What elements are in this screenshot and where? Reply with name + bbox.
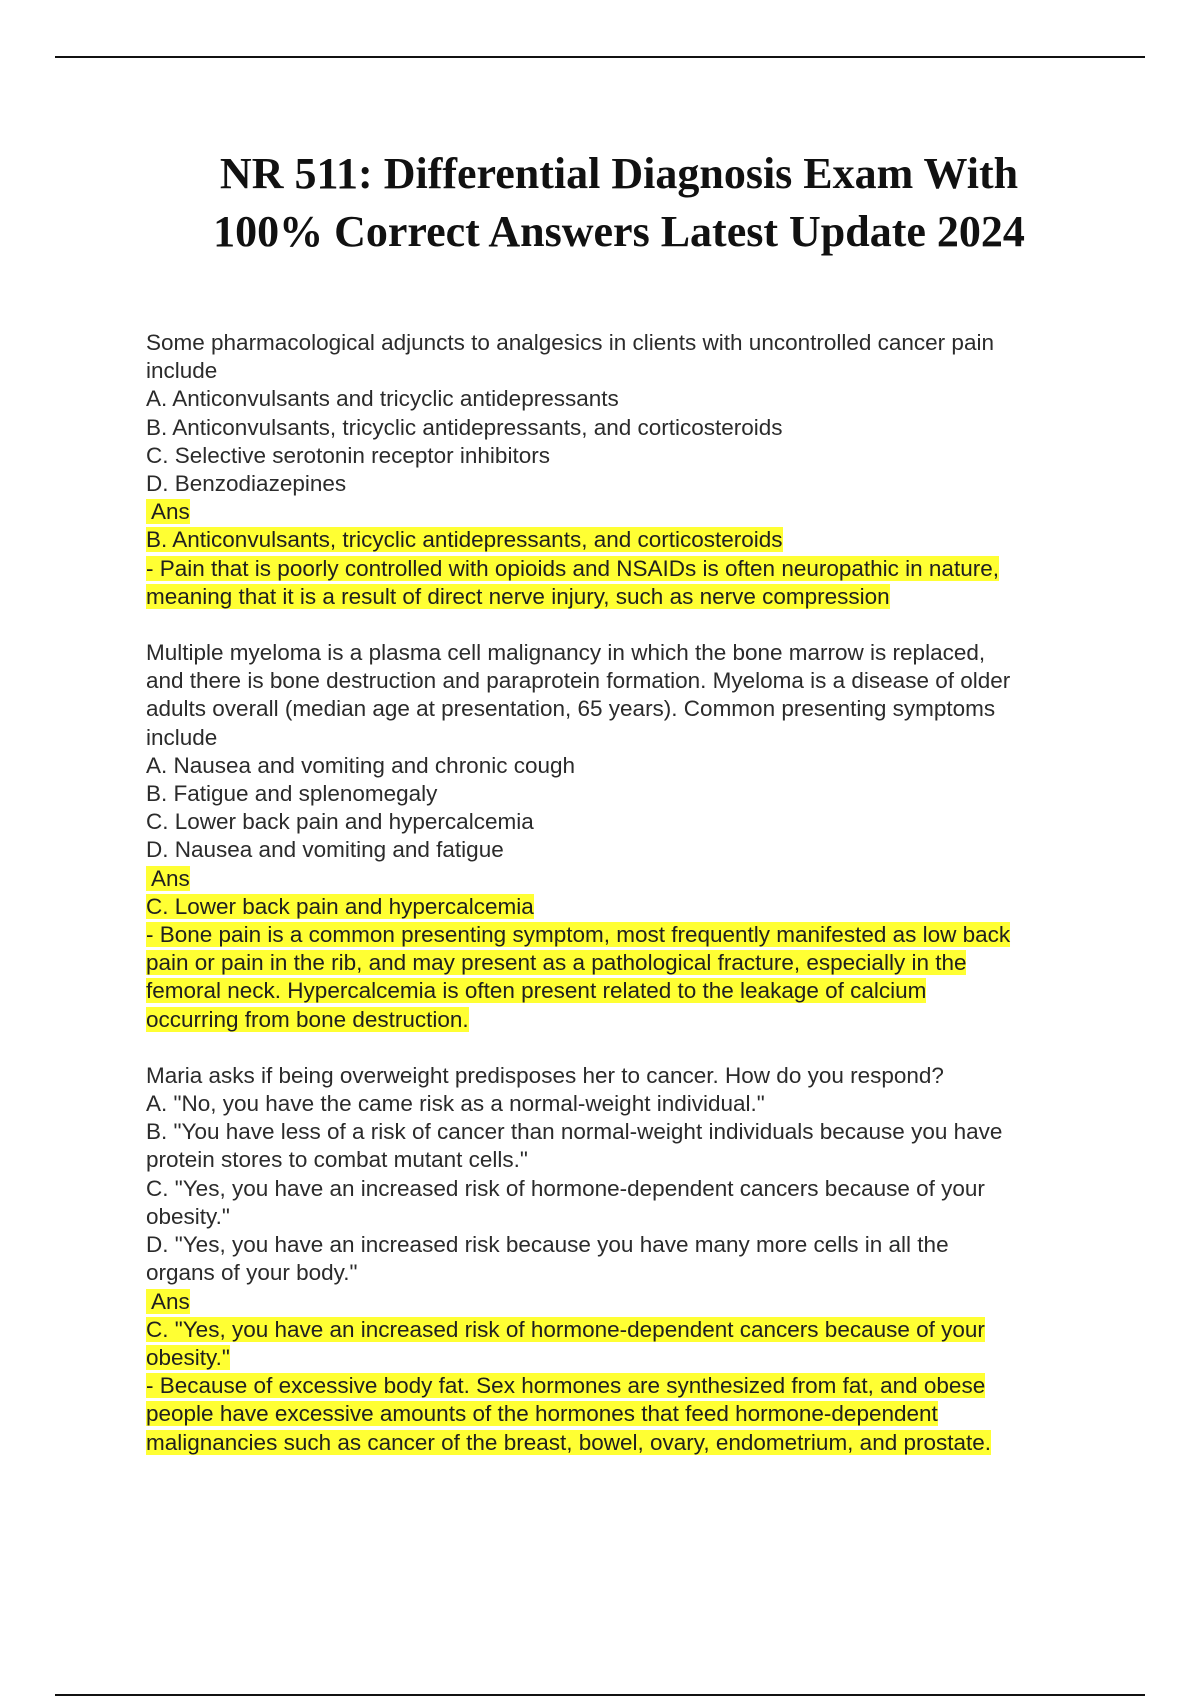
correct-answer-text: C. Lower back pain and hypercalcemia bbox=[146, 893, 534, 919]
question-block-1 bbox=[146, 329, 1106, 611]
answer-option: A. Nausea and vomiting and chronic cough bbox=[146, 752, 576, 778]
question-stem-line: adults overall (median age at presentation, 65 years). Common presenting symptoms bbox=[146, 696, 996, 722]
correct-answer-line bbox=[146, 1344, 1106, 1372]
rationale-text: pain or pain in the rib, and may present as a pathological fracture, especially in the bbox=[146, 950, 967, 976]
answer-option: C. "Yes, you have an increased risk of hormone-dependent cancers because of your bbox=[146, 1175, 985, 1201]
ans-label-line bbox=[146, 1288, 1106, 1316]
question-stem-line: Maria asks if being overweight predisposes her to cancer. How do you respond? bbox=[146, 1062, 944, 1088]
correct-answer-line bbox=[146, 526, 1106, 554]
rationale-text: meaning that it is a result of direct nerve injury, such as nerve compression bbox=[146, 583, 890, 609]
question-stem-line: Multiple myeloma is a plasma cell malignancy in which the bone marrow is replaced, bbox=[146, 640, 986, 666]
rationale-line bbox=[146, 583, 1106, 611]
question-list bbox=[146, 329, 1106, 1485]
ans-label: Ans bbox=[146, 865, 190, 891]
ans-label-line bbox=[146, 498, 1106, 526]
document-title bbox=[0, 145, 1200, 261]
rationale-text: - Bone pain is a common presenting symptom, most frequently manifested as low back bbox=[146, 922, 1011, 948]
answer-option: B. Fatigue and splenomegaly bbox=[146, 781, 438, 807]
answer-option: organs of your body." bbox=[146, 1260, 358, 1286]
answer-option: D. Benzodiazepines bbox=[146, 471, 347, 497]
rationale-line bbox=[146, 977, 1106, 1005]
bottom-rule bbox=[55, 1694, 1145, 1696]
rationale-text: femoral neck. Hypercalcemia is often present related to the leakage of calcium bbox=[146, 978, 927, 1004]
rationale-line bbox=[146, 1400, 1106, 1428]
rationale-text: - Because of excessive body fat. Sex hormones are synthesized from fat, and obese bbox=[146, 1373, 986, 1399]
rationale-text: malignancies such as cancer of the breast, bowel, ovary, endometrium, and prostate. bbox=[146, 1429, 992, 1455]
answer-option: D. "Yes, you have an increased risk because you have many more cells in all the bbox=[146, 1232, 949, 1258]
answer-option: C. Lower back pain and hypercalcemia bbox=[146, 809, 534, 835]
answer-option: B. Anticonvulsants, tricyclic antidepressants, and corticosteroids bbox=[146, 414, 783, 440]
correct-answer-line bbox=[146, 893, 1106, 921]
rationale-line bbox=[146, 1006, 1106, 1034]
rationale-line bbox=[146, 949, 1106, 977]
correct-answer-line bbox=[146, 1316, 1106, 1344]
rationale-text: occurring from bone destruction. bbox=[146, 1006, 469, 1032]
question-stem-line: include bbox=[146, 724, 218, 750]
ans-label: Ans bbox=[146, 1288, 190, 1314]
answer-option: obesity." bbox=[146, 1203, 230, 1229]
question-stem-line: and there is bone destruction and paraprotein formation. Myeloma is a disease of older bbox=[146, 668, 1011, 694]
rationale-line bbox=[146, 1429, 1106, 1457]
answer-option: B. "You have less of a risk of cancer than normal-weight individuals because you have bbox=[146, 1119, 1003, 1145]
answer-option: D. Nausea and vomiting and fatigue bbox=[146, 837, 504, 863]
rationale-line bbox=[146, 555, 1106, 583]
answer-option: A. "No, you have the came risk as a normal-weight individual." bbox=[146, 1091, 765, 1117]
answer-option: A. Anticonvulsants and tricyclic antidepressants bbox=[146, 386, 619, 412]
correct-answer-text: C. "Yes, you have an increased risk of hormone-dependent cancers because of your bbox=[146, 1316, 985, 1342]
question-stem-line: Some pharmacological adjuncts to analgesics in clients with uncontrolled cancer pain bbox=[146, 330, 994, 355]
question-block-2 bbox=[146, 639, 1106, 1034]
title-line: 100% Correct Answers Latest Update 2024 bbox=[213, 207, 1025, 256]
ans-label: Ans bbox=[146, 499, 190, 525]
ans-label-line bbox=[146, 865, 1106, 893]
rationale-text: people have excessive amounts of the hormones that feed hormone-dependent bbox=[146, 1401, 938, 1427]
rationale-line bbox=[146, 1372, 1106, 1400]
rationale-line bbox=[146, 921, 1106, 949]
correct-answer-text: obesity." bbox=[146, 1344, 230, 1370]
title-line: NR 511: Differential Diagnosis Exam With bbox=[219, 149, 1019, 198]
rationale-text: - Pain that is poorly controlled with opioids and NSAIDs is often neuropathic in nature, bbox=[146, 555, 999, 581]
answer-option: protein stores to combat mutant cells." bbox=[146, 1147, 528, 1173]
question-stem-line: include bbox=[146, 358, 218, 384]
top-rule bbox=[55, 56, 1145, 58]
answer-option: C. Selective serotonin receptor inhibitors bbox=[146, 442, 550, 468]
question-block-3 bbox=[146, 1062, 1106, 1457]
correct-answer-text: B. Anticonvulsants, tricyclic antidepressants, and corticosteroids bbox=[146, 527, 783, 553]
